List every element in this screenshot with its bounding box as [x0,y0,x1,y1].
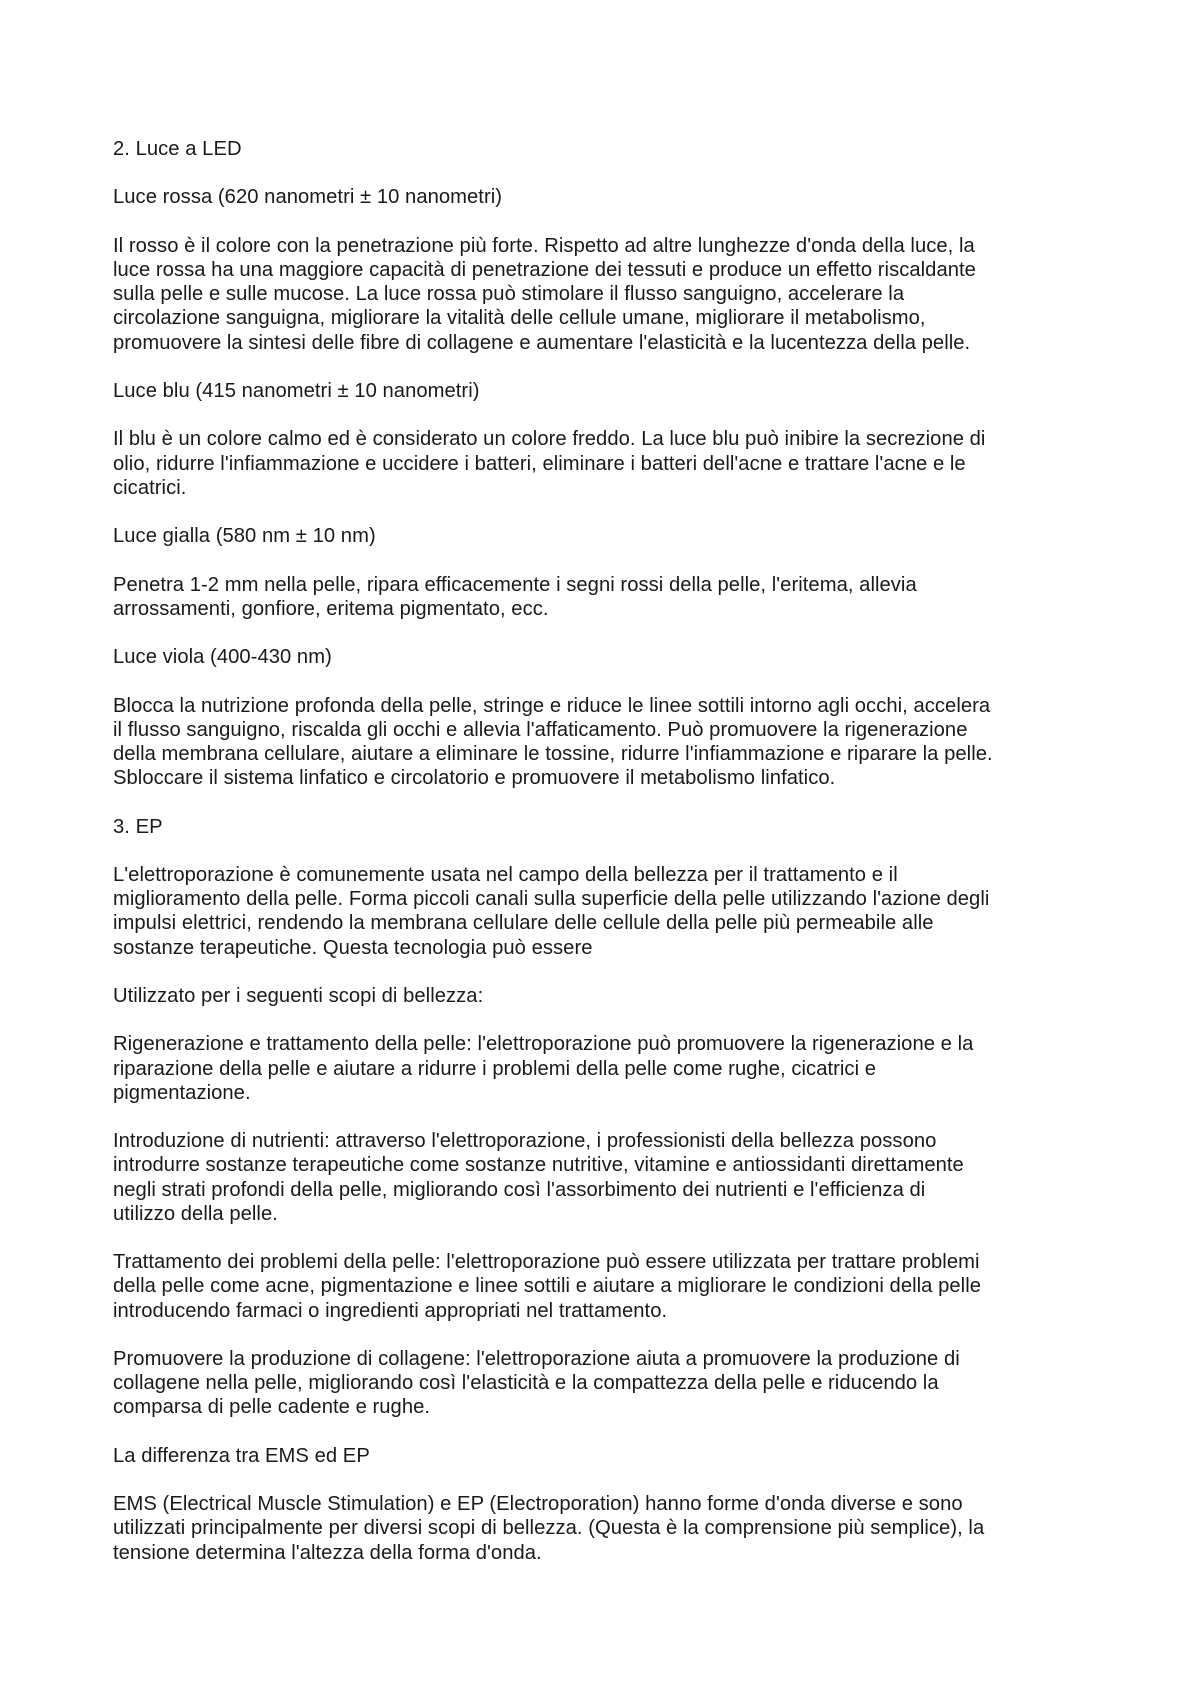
subheading-yellow-light: Luce gialla (580 nm ± 10 nm) [113,525,376,548]
document-page [113,137,1088,1589]
paragraph-ep-collagen: Promuovere la produzione di collagene: l'elettroporazione aiuta a promuovere la produzione di collagene nella pelle, migliorando così l'elasticità e la compattezza della pelle e riducendo la comparsa di pelle cadente e rughe. [113,1347,960,1419]
paragraph-ep-nutrients: Introduzione di nutrienti: attraverso l'elettroporazione, i professionisti della bellezza possono introdurre sostanze terapeutiche come sostanze nutritive, vitamine e antiossidanti direttamente negli strati profondi della pelle, migliorando così l'assorbimento dei nutrienti e l'efficienza di utilizzo della pelle. [113,1130,964,1225]
paragraph-blue-light: Il blu è un colore calmo ed è considerato un colore freddo. La luce blu può inibire la secrezione di olio, ridurre l'infiammazione e uccidere i batteri, eliminare i batteri dell'acne e trattare l'acne e le cicatrici. [113,428,986,499]
paragraph-ep-skin-problems: Trattamento dei problemi della pelle: l'elettroporazione può essere utilizzata per trattare problemi della pelle come acne, pigmentazione e linee sottili e aiutare a migliorare le condizioni della pelle introducendo farmaci o ingredienti appropriati nel trattamento. [113,1251,982,1322]
paragraph-ems-vs-ep: EMS (Electrical Muscle Stimulation) e EP (Electroporation) hanno forme d'onda diverse e sono utilizzati principalmente per diversi scopi di bellezza. (Questa è la comprensione più semplice), la tensione determina l'altezza della forma d'onda. [113,1493,985,1564]
subheading-red-light: Luce rossa (620 nanometri ± 10 nanometri) [113,186,503,209]
subheading-blue-light: Luce blu (415 nanometri ± 10 nanometri) [113,379,480,402]
section-heading-ep: 3. EP [113,815,163,838]
paragraph-yellow-light: Penetra 1-2 mm nella pelle, ripara efficacemente i segni rossi della pelle, l'eritema, allevia arrossamenti, gonfiore, eritema pigmentato, ecc. [113,573,917,620]
paragraph-ep-uses: Utilizzato per i seguenti scopi di bellezza: [113,984,484,1007]
subheading-ems-vs-ep: La differenza tra EMS ed EP [113,1444,370,1467]
paragraph-ep-intro: L'elettroporazione è comunemente usata nel campo della bellezza per il trattamento e il miglioramento della pelle. Forma piccoli canali sulla superficie della pelle utilizzando l'azione degli impulsi elettrici, rendendo la membrana cellulare delle cellule della pelle più permeabile alle sostanze terapeutiche. Questa tecnologia può essere [113,863,990,959]
paragraph-ep-regeneration: Rigenerazione e trattamento della pelle: l'elettroporazione può promuovere la rigenerazione e la riparazione della pelle e aiutare a ridurre i problemi della pelle come rughe, cicatrici e pigmentazione. [113,1033,974,1104]
section-heading-led: 2. Luce a LED [113,138,242,160]
paragraph-red-light: Il rosso è il colore con la penetrazione più forte. Rispetto ad altre lunghezze d'onda della luce, la luce rossa ha una maggiore capacità di penetrazione dei tessuti e produce un effetto riscaldante sulla pelle e sulle mucose. La luce rossa può stimolare il flusso sanguigno, accelerare la circolazione sanguigna, migliorare la vitalità delle cellule umane, migliorare il metabolismo, promuovere la sintesi delle fibre di collagene e aumentare l'elasticità e la lucentezza della pelle. [113,234,976,354]
subheading-violet-light: Luce viola (400-430 nm) [113,646,332,669]
paragraph-violet-light: Blocca la nutrizione profonda della pelle, stringe e riduce le linee sottili intorno agli occhi, accelera il flusso sanguigno, riscalda gli occhi e allevia l'affaticamento. Può promuovere la rigenerazione della membrana cellulare, aiutare a eliminare le tossine, ridurre l'infiammazione e riparare la pelle. Sbloccare il sistema linfatico e circolatorio e promuovere il metabolismo linfatico. [113,694,993,790]
